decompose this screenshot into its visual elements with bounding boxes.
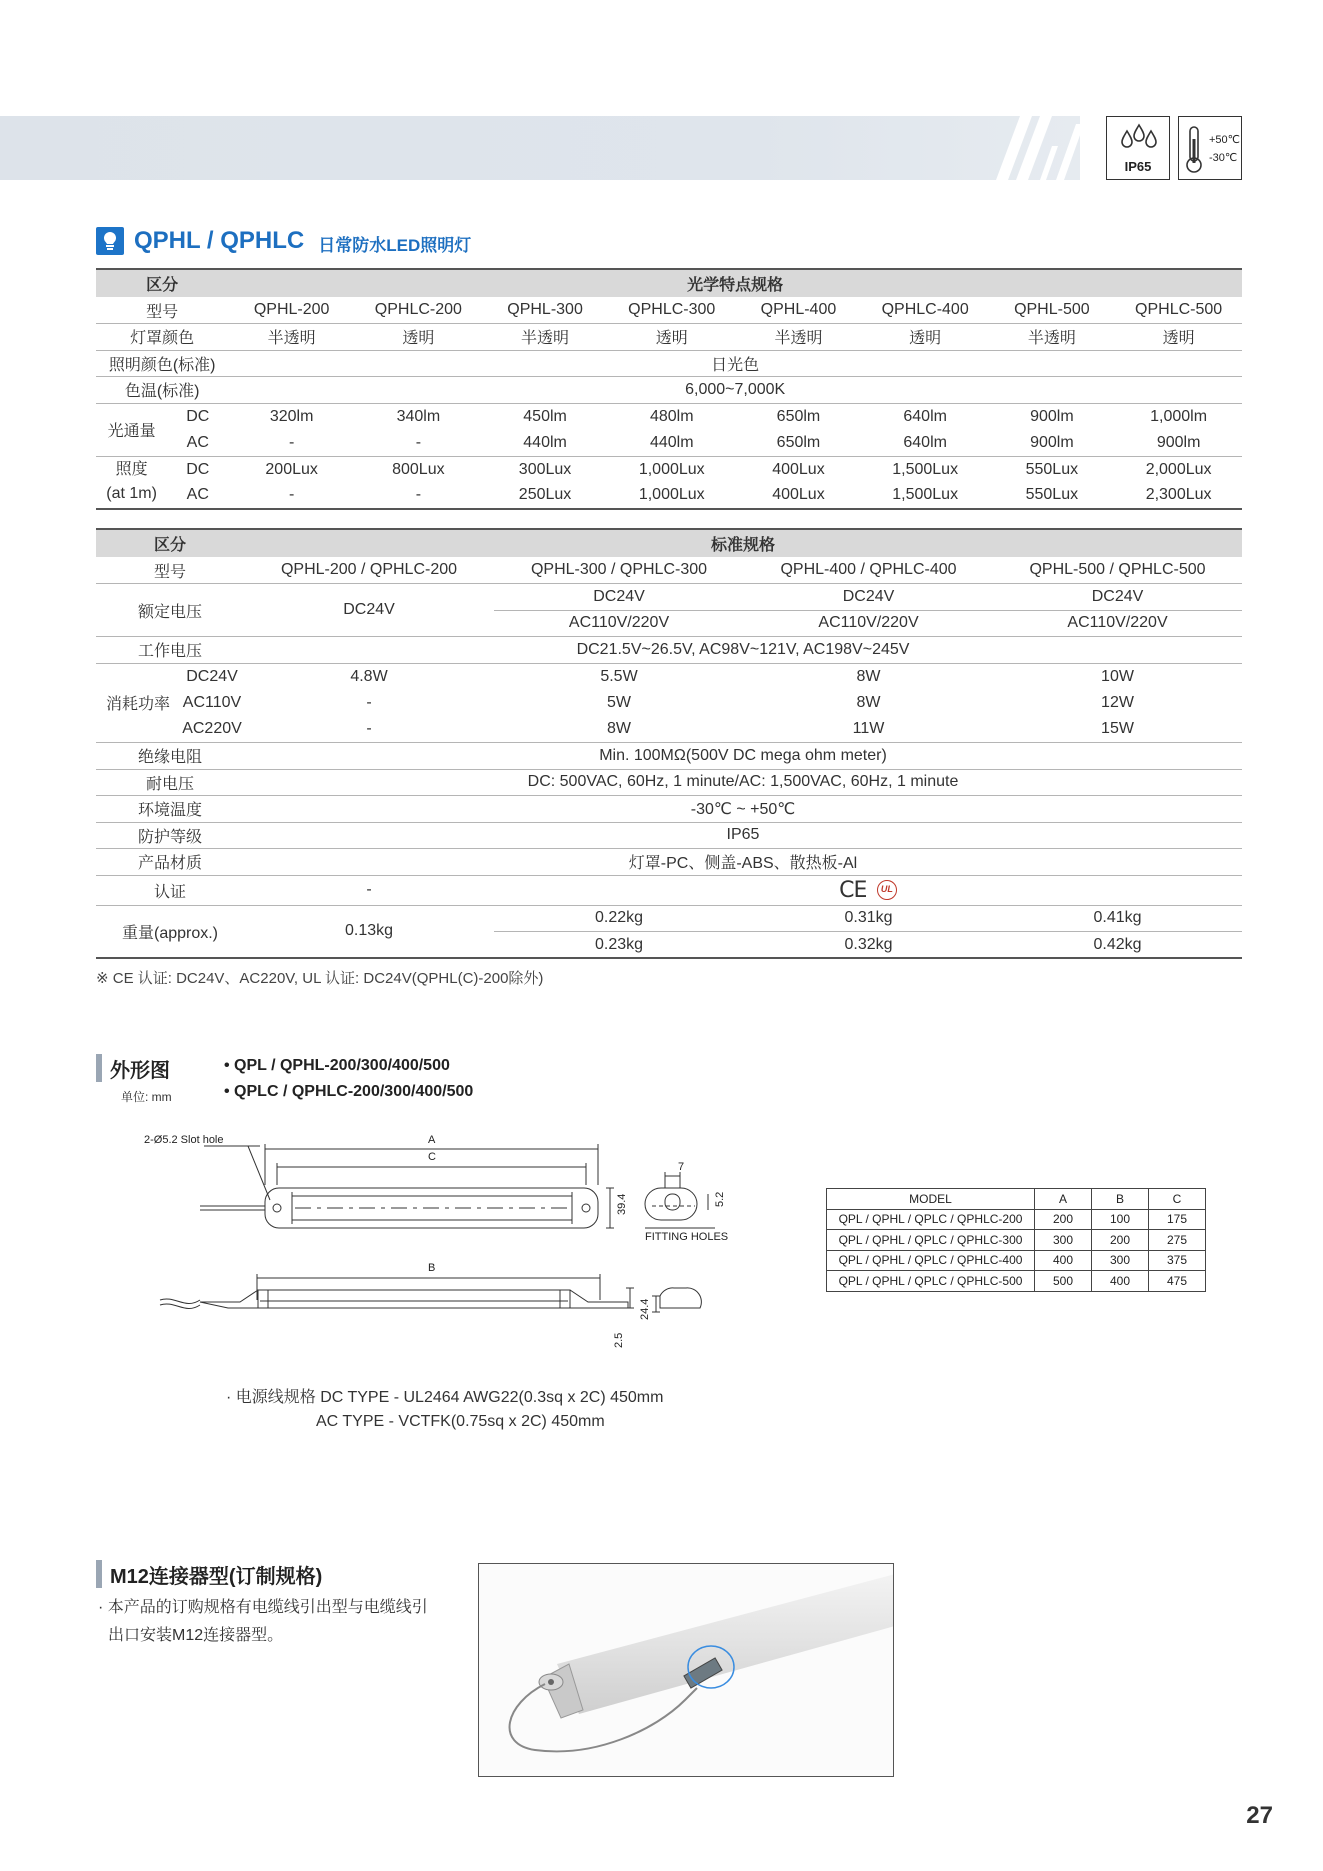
row-label: 重量(approx.): [96, 905, 244, 958]
table-cell: -30℃ ~ +50℃: [244, 796, 1242, 823]
table-cell: 8W: [856, 667, 881, 685]
dim-39-label: 39.4: [616, 1193, 628, 1215]
table-cell: QPHL-200: [228, 297, 355, 324]
table-cell: 450lm: [523, 407, 567, 425]
table-header-cell: MODEL: [827, 1189, 1035, 1210]
table-cell: 650lm: [776, 407, 821, 425]
outline-title: 外形图: [110, 1059, 170, 1082]
table-row-protection: [96, 822, 1242, 849]
table-cell: 650lm: [735, 430, 862, 457]
table-cell: 1,500Lux: [862, 483, 989, 510]
row-label: 型号: [96, 557, 244, 584]
m12-title: M12连接器型(订制规格): [110, 1565, 323, 1588]
table-cell: 400Lux: [735, 483, 862, 510]
certification-note: ※ CE 认证: DC24V、AC220V, UL 认证: DC24V(QPHL(C)-200除外): [96, 970, 544, 987]
dim-24-label: 24.4: [639, 1298, 651, 1320]
row-label: 产品材质: [96, 849, 244, 876]
ip-rating-label: IP65: [1124, 159, 1152, 174]
row-sublabel: DC: [186, 407, 210, 425]
table-cell: 200: [1035, 1209, 1092, 1230]
standard-spec-table: [96, 528, 1242, 959]
table-cell: 透明: [608, 324, 735, 351]
table-cell: QPHL-400 / QPHLC-400: [744, 557, 993, 584]
table-cell: 0.13kg: [244, 905, 494, 958]
m12-desc-line-2: 出口安装M12连接器型。: [108, 1627, 284, 1644]
table-cell: 500: [1035, 1271, 1092, 1292]
table-cell: DC24V: [744, 584, 993, 611]
table-cell: 5W: [607, 693, 631, 711]
dim-c-label: C: [428, 1151, 436, 1163]
table-cell: 550Lux: [1025, 460, 1079, 478]
table-cell: 8W: [856, 693, 881, 711]
table-header-cell: B: [1092, 1189, 1149, 1210]
dim-7-label: 7: [678, 1161, 685, 1173]
row-label: 防护等级: [96, 822, 244, 849]
table-cell: DC24V: [993, 584, 1242, 611]
row-label: 耐电压: [96, 769, 244, 796]
table-cell: 12W: [1101, 693, 1134, 711]
product-title-sub: 日常防水LED照明灯: [318, 235, 472, 255]
table-cell: 6,000~7,000K: [228, 377, 1242, 404]
table-cell: 340lm: [396, 407, 441, 425]
table-row-working-voltage: [96, 637, 1242, 664]
row-sublabel: AC220V: [180, 716, 244, 743]
table-cell: QPHLC-200: [355, 297, 482, 324]
table-cell: 300: [1092, 1250, 1149, 1271]
table-cell: DC24V: [244, 584, 494, 637]
table-cell: 透明: [355, 324, 482, 351]
table-cell: QPHL-300: [482, 297, 609, 324]
table-cell: QPHLC-500: [1115, 297, 1242, 324]
table-row-cert: [96, 875, 1242, 905]
table-cell: -: [355, 483, 482, 510]
m12-connector-photo: [478, 1563, 894, 1777]
table-cell: 11W: [744, 716, 993, 743]
table-cell: QPHL-200 / QPHLC-200: [244, 557, 494, 584]
illum-label: 照度: [115, 461, 148, 479]
outline-model-line-1: • QPL / QPHL-200/300/400/500: [224, 1057, 450, 1074]
table-cell: 300Lux: [518, 460, 572, 478]
table-cell: 日光色: [228, 350, 1242, 377]
m12-desc-line-1: · 本产品的订购规格有电缆线引出型与电缆线引: [98, 1599, 428, 1616]
table-header-row: [96, 269, 1242, 297]
table-cell: QPHL-500: [989, 297, 1116, 324]
row-label: 工作电压: [96, 637, 244, 664]
table-row-weight-dc: [96, 905, 1242, 932]
row-sublabel: AC: [167, 483, 228, 510]
table-cell: 2,000Lux: [1145, 460, 1212, 478]
table-cell: QPL / QPHL / QPLC / QPHLC-300: [827, 1230, 1035, 1251]
table-cell: 1,000Lux: [638, 460, 705, 478]
table-row-power-ac220: [96, 716, 1242, 743]
table-cell: 1,500Lux: [892, 460, 959, 478]
table-cell: 1,000lm: [1150, 407, 1208, 425]
table-cell: -: [228, 483, 355, 510]
table-cell: -: [355, 430, 482, 457]
table-header-cell: A: [1035, 1189, 1092, 1210]
header-category: 区分: [96, 269, 228, 297]
table-cell: 灯罩-PC、侧盖-ABS、散热板-Al: [244, 849, 1242, 876]
table-row-insulation: [96, 743, 1242, 770]
m12-section-header: [96, 1560, 322, 1588]
table-cell: 0.32kg: [744, 932, 993, 959]
illum-label-sub: (at 1m): [106, 485, 157, 503]
table-header-cell: C: [1149, 1189, 1206, 1210]
temp-low-label: -30℃: [1209, 152, 1238, 164]
temperature-icon: [1178, 116, 1242, 180]
cert-marks: [494, 875, 1242, 905]
table-cell: 15W: [993, 716, 1242, 743]
table-cell: 0.23kg: [494, 932, 744, 959]
row-sublabel: DC: [186, 460, 210, 478]
ip65-icon: [1106, 116, 1170, 180]
table-cell: 320lm: [269, 407, 314, 425]
row-sublabel: AC110V: [182, 693, 242, 711]
dimension-table: [826, 1188, 1206, 1292]
ul-mark-icon: UL: [877, 880, 897, 900]
table-cell: 480lm: [649, 407, 694, 425]
fitting-holes-label: FITTING HOLES: [645, 1231, 729, 1243]
table-cell: 100: [1092, 1209, 1149, 1230]
table-cell: 200: [1092, 1230, 1149, 1251]
outline-section-header: [96, 1054, 170, 1082]
row-label: 绝缘电阻: [96, 743, 244, 770]
table-cell: 透明: [1115, 324, 1242, 351]
outline-model-line-2: • QPLC / QPHLC-200/300/400/500: [224, 1083, 474, 1100]
banner-band: [0, 116, 1080, 180]
table-row-flux-dc: [96, 403, 1242, 430]
table-row-voltage-dc: [96, 584, 1242, 611]
table-cell: 半透明: [228, 324, 355, 351]
row-label: 灯罩颜色: [96, 324, 228, 351]
row-sublabel: AC: [167, 430, 228, 457]
table-cell: 250Lux: [482, 483, 609, 510]
table-cell: 275: [1149, 1230, 1206, 1251]
row-label: 照明颜色(标准): [96, 350, 228, 377]
unit-label: 单位: mm: [121, 1090, 172, 1104]
row-label: 色温(标准): [96, 377, 228, 404]
table-cell: 550Lux: [989, 483, 1116, 510]
table-row-material: [96, 849, 1242, 876]
table-cell: 175: [1149, 1209, 1206, 1230]
table-header-row: [827, 1189, 1206, 1210]
table-row: [827, 1271, 1206, 1292]
table-cell: 半透明: [482, 324, 609, 351]
table-row-power-ac110: [96, 690, 1242, 717]
table-cell: QPHL-300 / QPHLC-300: [494, 557, 744, 584]
table-cell: -: [366, 693, 372, 711]
table-cell: QPHL-400: [735, 297, 862, 324]
table-cell: 0.22kg: [494, 905, 744, 932]
top-banner: [0, 116, 1323, 180]
table-cell: AC110V/220V: [744, 610, 993, 637]
table-cell: 2,300Lux: [1115, 483, 1242, 510]
row-label: 型号: [96, 297, 228, 324]
table-cell: 900lm: [1115, 430, 1242, 457]
table-row-color-temp: [96, 377, 1242, 404]
table-cell: 1,000Lux: [608, 483, 735, 510]
table-cell: 440lm: [482, 430, 609, 457]
row-label: 消耗功率: [96, 663, 180, 743]
optical-spec-table: [96, 268, 1242, 510]
table-cell: 200Lux: [265, 460, 318, 478]
temp-high-label: +50℃: [1209, 134, 1241, 146]
table-row-illum-dc: [96, 456, 1242, 483]
table-cell: 440lm: [608, 430, 735, 457]
page-number: 27: [1246, 1802, 1273, 1829]
table-cell: DC: 500VAC, 60Hz, 1 minute/AC: 1,500VAC, 60Hz, 1 minute: [244, 769, 1242, 796]
banner-stripes-decoration: [960, 116, 1100, 180]
table-row-model: [96, 557, 1242, 584]
section-bar: [96, 1054, 102, 1082]
table-row-withstand: [96, 769, 1242, 796]
row-label: 光通量: [96, 403, 167, 456]
table-row-ambient: [96, 796, 1242, 823]
slot-hole-label: 2-Ø5.2 Slot hole: [144, 1134, 224, 1146]
dim-b-label: B: [428, 1262, 436, 1274]
table-cell: QPHLC-400: [862, 297, 989, 324]
table-cell: DC24V: [494, 584, 744, 611]
table-cell: 8W: [494, 716, 744, 743]
table-row-illum-ac: [96, 483, 1242, 510]
cable-spec-dc: · 电源线规格 DC TYPE - UL2464 AWG22(0.3sq x 2C) 450mm: [226, 1389, 664, 1406]
product-title-main: QPHL / QPHLC: [134, 227, 305, 254]
table-cell: 0.31kg: [744, 905, 993, 932]
table-row-flux-ac: [96, 430, 1242, 457]
table-cell: QPL / QPHL / QPLC / QPHLC-200: [827, 1209, 1035, 1230]
table-row-cover-color: [96, 324, 1242, 351]
ce-mark-icon: CE: [839, 877, 867, 903]
table-row: [827, 1250, 1206, 1271]
dim-25-label: 2.5: [613, 1332, 625, 1348]
row-label: 额定电压: [96, 584, 244, 637]
table-cell: 半透明: [989, 324, 1116, 351]
table-cell: AC110V/220V: [993, 610, 1242, 637]
table-cell: 475: [1149, 1271, 1206, 1292]
table-cell: 4.8W: [350, 667, 388, 685]
table-cell: AC110V/220V: [494, 610, 744, 637]
table-cell: -: [244, 716, 494, 743]
table-cell: QPL / QPHL / QPLC / QPHLC-400: [827, 1250, 1035, 1271]
table-row-power-dc24: [96, 663, 1242, 690]
table-row: [827, 1209, 1206, 1230]
header-category: 区分: [96, 529, 244, 557]
table-cell: IP65: [244, 822, 1242, 849]
header-standard: 标准规格: [244, 529, 1242, 557]
row-label: 环境温度: [96, 796, 244, 823]
table-header-row: [96, 529, 1242, 557]
table-cell: 400: [1035, 1250, 1092, 1271]
table-cell: 10W: [1101, 667, 1134, 685]
table-cell: -: [244, 875, 494, 905]
section-bar: [96, 1560, 102, 1588]
table-cell: QPHL-500 / QPHLC-500: [993, 557, 1242, 584]
table-cell: 800Lux: [392, 460, 445, 478]
table-cell: 0.42kg: [993, 932, 1242, 959]
lamp-icon: [96, 227, 124, 255]
table-cell: 640lm: [903, 407, 947, 425]
table-cell: 900lm: [1030, 407, 1074, 425]
dim-52-label: 5.2: [714, 1191, 726, 1207]
row-label: [96, 456, 167, 509]
table-cell: 半透明: [735, 324, 862, 351]
table-cell: 900lm: [989, 430, 1116, 457]
table-row-light-color: [96, 350, 1242, 377]
table-cell: 640lm: [862, 430, 989, 457]
table-cell: 375: [1149, 1250, 1206, 1271]
table-cell: 300: [1035, 1230, 1092, 1251]
table-cell: 透明: [862, 324, 989, 351]
table-cell: 0.41kg: [993, 905, 1242, 932]
table-cell: 400Lux: [772, 460, 825, 478]
table-cell: -: [228, 430, 355, 457]
row-label: 认证: [96, 875, 244, 905]
table-cell: 400: [1092, 1271, 1149, 1292]
table-cell: Min. 100MΩ(500V DC mega ohm meter): [244, 743, 1242, 770]
dim-a-label: A: [428, 1134, 436, 1146]
product-title: [96, 226, 471, 256]
table-cell: DC21.5V~26.5V, AC98V~121V, AC198V~245V: [244, 637, 1242, 664]
row-sublabel: DC24V: [186, 667, 238, 685]
outline-drawing: [140, 1130, 740, 1360]
table-cell: QPHLC-300: [608, 297, 735, 324]
cable-spec-ac: AC TYPE - VCTFK(0.75sq x 2C) 450mm: [316, 1413, 605, 1430]
table-cell: 5.5W: [600, 667, 638, 685]
table-cell: QPL / QPHL / QPLC / QPHLC-500: [827, 1271, 1035, 1292]
table-row-model: [96, 297, 1242, 324]
header-optical: 光学特点规格: [228, 269, 1242, 297]
table-row: [827, 1230, 1206, 1251]
